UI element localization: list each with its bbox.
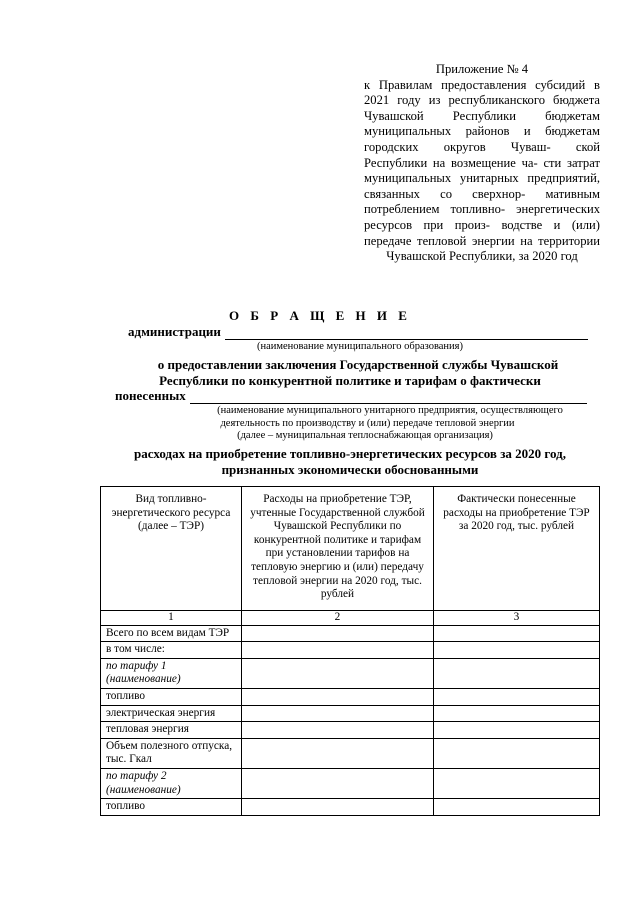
expenses-line-1: расходах на приобретение топливно-энергетических ресурсов за 2020 год, bbox=[134, 446, 566, 461]
table-row bbox=[101, 688, 600, 705]
incurred-label: понесенных bbox=[115, 388, 186, 403]
organization-blank-field[interactable] bbox=[190, 389, 587, 404]
cell-planned[interactable] bbox=[242, 799, 434, 816]
cell-planned[interactable] bbox=[242, 625, 434, 642]
cell-actual[interactable] bbox=[434, 722, 600, 739]
subject-line-2: Республики по конкурентной политике и тарифам о фактически bbox=[159, 373, 541, 388]
table-row bbox=[101, 658, 600, 688]
cell-planned[interactable] bbox=[242, 768, 434, 798]
column-number: 1 bbox=[101, 611, 242, 626]
cell-planned[interactable] bbox=[242, 658, 434, 688]
incurred-line bbox=[115, 388, 587, 404]
organization-note bbox=[0, 405, 640, 443]
table-row bbox=[101, 705, 600, 722]
subject-line-1: о предоставлении заключения Государственной службы Чувашской bbox=[157, 357, 559, 372]
cell-actual[interactable] bbox=[434, 705, 600, 722]
cell-actual[interactable] bbox=[434, 625, 600, 642]
row-label: электрическая энергия bbox=[101, 705, 242, 722]
administration-label: администрации bbox=[128, 324, 221, 339]
appendix-line: в 2021 году из республиканского bbox=[364, 77, 600, 108]
appendix-block bbox=[364, 62, 600, 265]
document-title: О Б Р А Щ Е Н И Е bbox=[229, 308, 411, 323]
cell-actual[interactable] bbox=[434, 799, 600, 816]
table-row bbox=[101, 642, 600, 659]
appendix-line: мативным потреблением топливно- bbox=[364, 186, 600, 217]
table-row bbox=[101, 799, 600, 816]
organization-note-line: деятельность по производству и (или) передаче тепловой энергии bbox=[220, 417, 515, 429]
cell-planned[interactable] bbox=[242, 738, 434, 768]
administration-line bbox=[128, 324, 588, 340]
column-number: 2 bbox=[242, 611, 434, 626]
appendix-line: к Правилам предоставления субсидий bbox=[364, 77, 595, 92]
row-label: в том числе: bbox=[101, 642, 242, 659]
administration-note: (наименование муниципального образования) bbox=[256, 341, 464, 352]
appendix-line: Республики, за 2020 год bbox=[449, 249, 578, 264]
appendix-line: энергетических ресурсов при произ- bbox=[364, 202, 600, 232]
appendix-line: водстве и (или) передаче тепловой bbox=[364, 217, 600, 248]
expenses-line-2: признанных экономически обоснованными bbox=[221, 462, 479, 477]
column-number: 3 bbox=[434, 611, 600, 626]
appendix-line: энергии на территории Чувашской bbox=[386, 233, 600, 264]
table-row bbox=[101, 738, 600, 768]
header-resource-type: Вид топливно-энергетического ресурса (далее – ТЭР) bbox=[101, 487, 242, 611]
administration-blank-field[interactable] bbox=[225, 325, 588, 340]
row-label: топливо bbox=[101, 799, 242, 816]
header-planned-expenses: Расходы на приобретение ТЭР, учтенные Государственной службой Чувашской Республики по конкурентной политике и тарифам при установлении тарифов на тепловую энергию и (или) передачу тепловой энергии на 2020 год, тыс. рублей bbox=[242, 487, 434, 611]
row-label: по тарифу 2 (наименование) bbox=[101, 768, 242, 798]
cell-actual[interactable] bbox=[434, 688, 600, 705]
cell-actual[interactable] bbox=[434, 642, 600, 659]
appendix-line: ской Республики на возмещение ча- bbox=[364, 139, 600, 170]
table-row bbox=[101, 768, 600, 798]
row-label: Объем полезного отпуска, тыс. Гкал bbox=[101, 738, 242, 768]
cell-planned[interactable] bbox=[242, 642, 434, 659]
cell-actual[interactable] bbox=[434, 738, 600, 768]
expenses-table bbox=[100, 486, 600, 816]
appendix-line: предприятий, связанных со сверхнор- bbox=[364, 171, 600, 201]
appendix-number: Приложение № 4 bbox=[435, 62, 529, 76]
table-header-row bbox=[101, 487, 600, 611]
header-actual-expenses: Фактически понесенные расходы на приобретение ТЭР за 2020 год, тыс. рублей bbox=[434, 487, 600, 611]
row-label: Всего по всем видам ТЭР bbox=[101, 625, 242, 642]
appendix-line: бюджетам городских округов Чуваш- bbox=[364, 124, 600, 154]
appendix-line: бюджета Чувашской Республики bbox=[364, 93, 600, 123]
row-label: топливо bbox=[101, 688, 242, 705]
row-label: тепловая энергия bbox=[101, 722, 242, 739]
cell-actual[interactable] bbox=[434, 658, 600, 688]
appendix-line: бюджетам муниципальных районов и bbox=[364, 108, 600, 139]
appendix-text bbox=[364, 78, 600, 265]
table-row bbox=[101, 722, 600, 739]
organization-note-line: (далее – муниципальная теплоснабжающая организация) bbox=[237, 430, 493, 441]
column-number-row bbox=[101, 611, 600, 626]
table-row bbox=[101, 625, 600, 642]
cell-planned[interactable] bbox=[242, 722, 434, 739]
organization-note-line: (наименование муниципального унитарного предприятия, осуществляющего bbox=[217, 405, 563, 416]
appendix-line: сти затрат муниципальных унитарных bbox=[364, 155, 600, 186]
cell-actual[interactable] bbox=[434, 768, 600, 798]
cell-planned[interactable] bbox=[242, 688, 434, 705]
cell-planned[interactable] bbox=[242, 705, 434, 722]
row-label: по тарифу 1 (наименование) bbox=[101, 658, 242, 688]
